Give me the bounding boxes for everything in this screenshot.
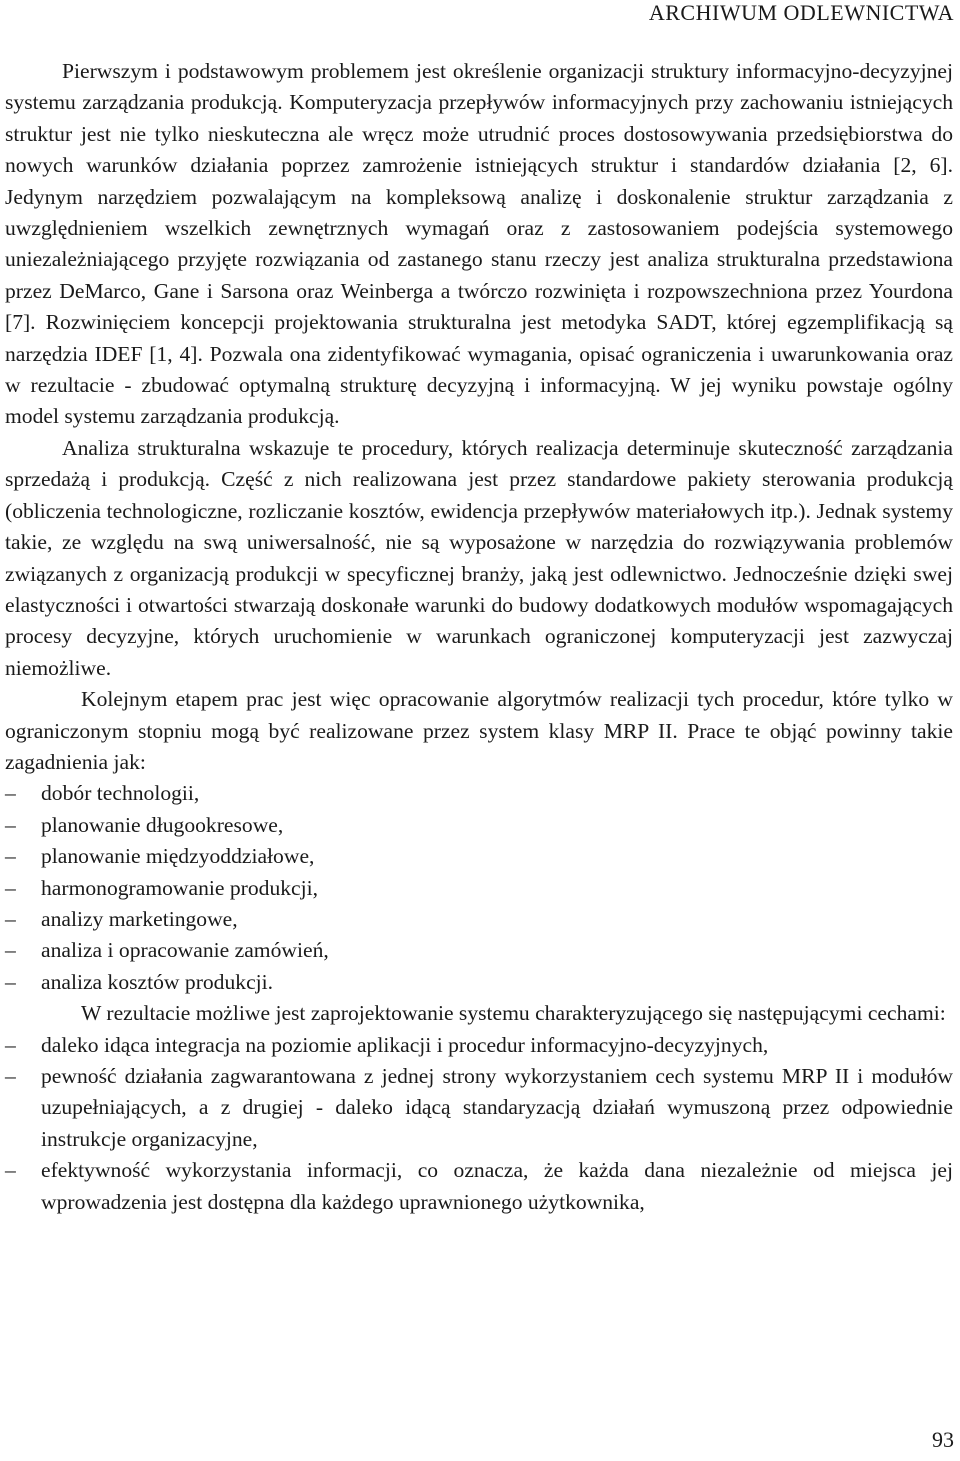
list-item-text: efektywność wykorzystania informacji, co oznacza, że każda dana niezależnie od miejsca jej wprowadzenia jest dostępna dla każdego uprawnionego użytkownika, xyxy=(41,1158,953,1214)
dash-marker: – xyxy=(5,906,16,931)
dash-marker: – xyxy=(5,1032,16,1057)
running-header: ARCHIWUM ODLEWNICTWA xyxy=(648,0,954,25)
list-item-text: pewność działania zagwarantowana z jednej strony wykorzystaniem cech systemu MRP II i modułów uzupełniających, a z drugiej - daleko idącą standaryzacją działań wymuszoną przez odpowiednie instrukcje organizacyjne, xyxy=(41,1064,953,1151)
paragraph-2: Analiza strukturalna wskazuje te procedury, których realizacja determinuje skuteczność zarządzania sprzedażą i produkcją. Część z nich realizowana jest przez standardowe pakiety sterowania produkcją (obliczenia technologiczne, rozliczanie kosztów, ewidencja przepływów materiałowych itp.). Jednak systemy takie, ze względu na swą uniwersalność, nie są wyposażone w narzędzia do rozwiązywania problemów związanych z organizacją produkcji w specyficznej branży, jaką jest odlewnictwo. Jednocześnie dzięki swej elastyczności i otwartości stwarzają doskonałe warunki do budowy dodatkowych modułów wspomagających procesy decyzyjne, których uruchomienie w warunkach ograniczonej komputeryzacji jest zazwyczaj niemożliwe. xyxy=(5,435,953,680)
dash-marker: – xyxy=(5,781,16,806)
paragraph-3: Kolejnym etapem prac jest więc opracowanie algorytmów realizacji tych procedur, które tylko w ograniczonym stopniu mogą być realizowane przez system klasy MRP II. Prace te objąć powinny takie zagadnienia jak: xyxy=(5,687,953,774)
list-item-text: analizy marketingowe, xyxy=(41,906,238,931)
list-item-text: planowanie długookresowe, xyxy=(41,812,284,837)
list-item xyxy=(5,1155,953,1218)
dash-marker: – xyxy=(5,938,16,963)
list-item xyxy=(5,810,953,841)
features-list xyxy=(5,1030,953,1218)
topics-list xyxy=(5,778,953,998)
paragraph-1: Pierwszym i podstawowym problemem jest określenie organizacji struktury informacyjno-decyzyjnej systemu zarządzania produkcją. Komputeryzacja przepływów informacyjnych przy zachowaniu istniejących struktur jest nie tylko nieskuteczna ale wręcz może utrudnić proces dostosowywania przedsiębiorstwa do nowych warunków działania poprzez zamrożenie istniejących struktur i standardów działania [2, 6]. Jedynym narzędziem pozwalającym na kompleksową analizę i doskonalenie struktur zarządzania z uwzględnieniem wszelkich zewnętrznych wymagań oraz z zastosowaniem podejścia systemowego uniezależniającego przyjęte rozwiązania od zastanego stanu rzeczy jest analiza strukturalna przedstawiona przez DeMarco, Gane i Sarsona oraz Weinberga a twórczo rozwinięta i rozpowszechniona przez Yourdona [7]. Rozwinięciem koncepcji projektowania strukturalna jest metodyka SADT, której egzemplifikacją są narzędzia IDEF [1, 4]. Pozwala ona zidentyfikować wymagania, opisać ograniczenia i uwarunkowania oraz w rezultacie - zbudować optymalną strukturę decyzyjną i informacyjną. W jej wyniku powstaje ogólny model systemu zarządzania produkcją. xyxy=(5,59,953,429)
page-number: 93 xyxy=(932,1427,954,1452)
dash-marker: – xyxy=(5,875,16,900)
list-item xyxy=(5,967,953,998)
list-item-text: daleko idąca integracja na poziomie aplikacji i procedur informacyjno-decyzyjnych, xyxy=(41,1032,769,1057)
list-item xyxy=(5,904,953,935)
list-item-text: dobór technologii, xyxy=(41,781,200,806)
list-item xyxy=(5,935,953,966)
list-item-text: planowanie międzyoddziałowe, xyxy=(41,844,315,869)
list-item xyxy=(5,873,953,904)
list-item xyxy=(5,841,953,872)
list-item-text: harmonogramowanie produkcji, xyxy=(41,875,319,900)
list-item-text: analiza i opracowanie zamówień, xyxy=(41,938,329,963)
dash-marker: – xyxy=(5,1158,16,1183)
dash-marker: – xyxy=(5,812,16,837)
list-item-text: analiza kosztów produkcji. xyxy=(41,969,274,994)
dash-marker: – xyxy=(5,1064,16,1088)
dash-marker: – xyxy=(5,844,16,869)
paragraph-4: W rezultacie możliwe jest zaprojektowanie systemu charakteryzującego się następującymi cechami: xyxy=(81,1001,946,1026)
list-item xyxy=(5,1061,953,1155)
page-body xyxy=(5,56,953,1218)
dash-marker: – xyxy=(5,969,16,994)
list-item xyxy=(5,778,953,809)
list-item xyxy=(5,1030,953,1061)
